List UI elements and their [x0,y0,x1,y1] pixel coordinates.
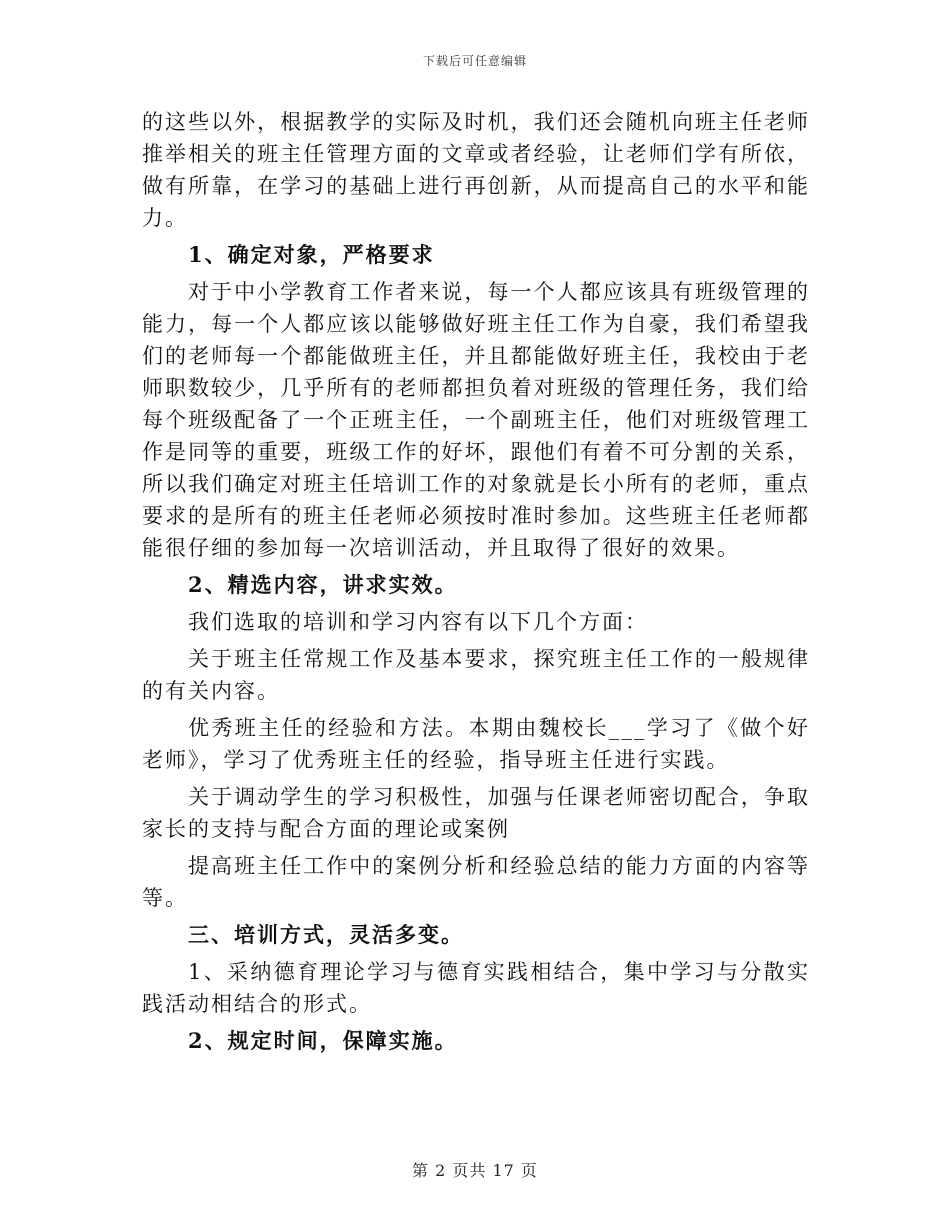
paragraph: 我们选取的培训和学习内容有以下几个方面： [188,610,648,634]
section-heading: 2、精选内容，讲求实效。 [188,572,458,597]
section-heading: 三、培训方式，灵活多变。 [188,922,464,947]
paragraph: 对于中小学教育工作者来说，每一个人都应该具有班级管理的能力，每一个人都应该以能够做好班主任工作为自豪，我们希望我们的老师每一个都能做班主任，并且都能做好班主任，我校由于老师职数较少，几乎所有的老师都担负着对班级的管理任务，我们给每个班级配备了一个正班主任，一个副班主任，他们对班级管理工作是同等的重要，班级工作的好坏，跟他们有着不可分割的关系，所以我们确定对班主任培训工作的对象就是长小所有的老师，重点要求的是所有的班主任老师必须按时准时参加。这些班主任老师都能很仔细的参加每一次培训活动，并且取得了很好的效果。 [142,280,810,560]
paragraph: 优秀班主任的经验和方法。本期由魏校长___学习了《做个好老师》，学习了优秀班主任的经验，指导班主任进行实践。 [142,716,810,772]
document-body [142,106,810,1062]
paragraph: 1、采纳德育理论学习与德育实践相结合，集中学习与分散实践活动相结合的形式。 [142,960,810,1016]
paragraph: 提高班主任工作中的案例分析和经验总结的能力方面的内容等等。 [142,854,810,910]
page-number: 第 2 页共 17 页 [412,1161,538,1180]
paragraph: 关于班主任常规工作及基本要求，探究班主任工作的一般规律的有关内容。 [142,647,810,703]
paragraph: 关于调动学生的学习积极性，加强与任课老师密切配合，争取家长的支持与配合方面的理论或案例 [142,785,810,841]
paragraph: 的这些以外，根据教学的实际及时机，我们还会随机向班主任老师推举相关的班主任管理方面的文章或者经验，让老师们学有所依，做有所靠，在学习的基础上进行再创新，从而提高自己的水平和能力。 [142,110,810,230]
section-heading: 2、规定时间，保障实施。 [188,1028,458,1053]
section-heading: 1、确定对象，严格要求 [188,242,435,267]
page-header-note: 下载后可任意编辑 [422,54,527,68]
